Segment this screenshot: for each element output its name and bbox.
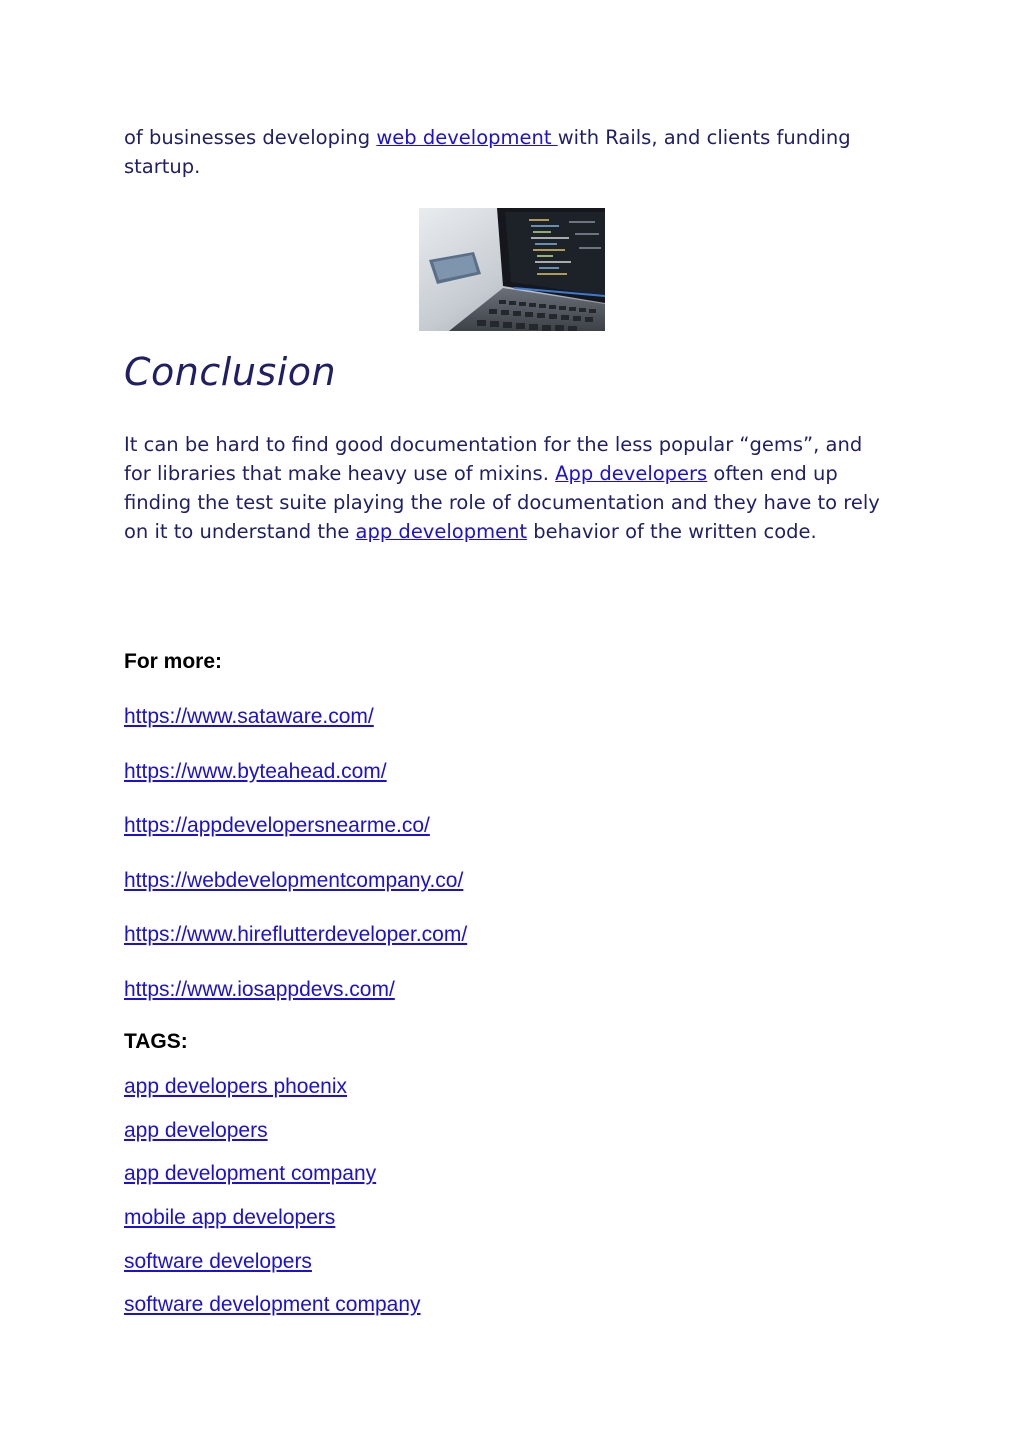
tag-link[interactable]: app developers [124, 1118, 268, 1142]
for-more-link-list [124, 703, 467, 1030]
tag-link[interactable]: software developers [124, 1249, 312, 1273]
conclusion-paragraph [124, 430, 894, 546]
app-developers-link[interactable]: App developers [555, 462, 708, 485]
url-link-iosappdevs[interactable]: https://www.iosappdevs.com/ [124, 977, 395, 1001]
url-link-byteahead[interactable]: https://www.byteahead.com/ [124, 759, 387, 783]
conclusion-text-1: It can be hard to find good documentation for the less popular “gems”, and for libraries that make heavy use of mixins. [124, 433, 863, 485]
tag-link[interactable]: software development company [124, 1293, 421, 1317]
url-link-sataware[interactable]: https://www.sataware.com/ [124, 705, 374, 728]
for-more-label: For more: [124, 650, 223, 673]
intro-text-before: of businesses developing [124, 126, 377, 149]
app-development-link[interactable]: app development [355, 520, 528, 543]
web-development-link[interactable]: web development [376, 126, 558, 149]
tag-link[interactable]: app developers phoenix [124, 1075, 348, 1098]
tag-link[interactable]: mobile app developers [124, 1206, 336, 1230]
intro-paragraph [124, 123, 884, 181]
conclusion-heading: Conclusion [124, 350, 337, 394]
url-link-appdevelopersnearme[interactable]: https://appdevelopersnearme.co/ [124, 814, 430, 837]
intro-text-after: with Rails, and clients funding startup. [124, 126, 851, 178]
tag-link[interactable]: app development company [124, 1162, 377, 1186]
laptop-code-photo [419, 208, 605, 331]
tag-link-list [124, 1073, 421, 1335]
url-link-hireflutterdeveloper[interactable]: https://www.hireflutterdeveloper.com/ [124, 923, 468, 946]
conclusion-text-3: behavior of the written code. [527, 520, 817, 543]
tags-label: TAGS: [124, 1030, 188, 1053]
url-link-webdevelopmentcompany[interactable]: https://webdevelopmentcompany.co/ [124, 868, 464, 892]
conclusion-text-2: often end up finding the test suite playing the role of documentation and they have to rely on it to understand the [124, 462, 880, 543]
